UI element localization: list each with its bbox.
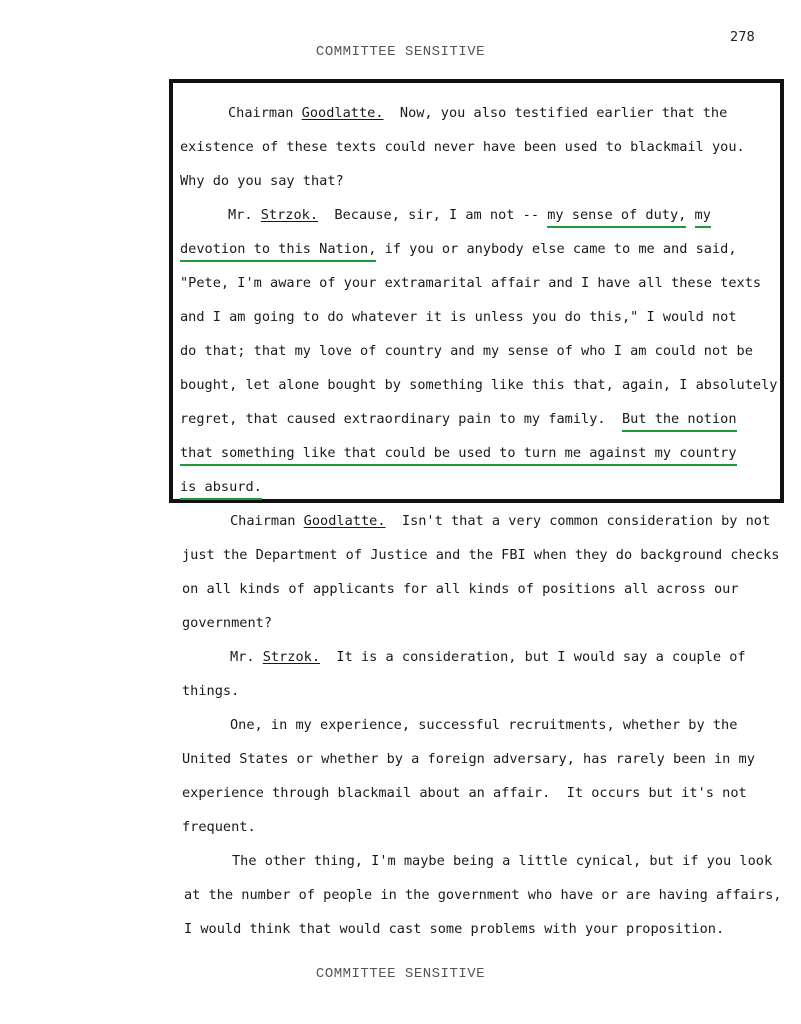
green-underlined-text: my sense of duty, (547, 207, 686, 228)
green-underlined-text: But the notion (622, 411, 737, 432)
speaker-name: Goodlatte. (303, 513, 386, 529)
text-run: Because, sir, I am not -- (318, 207, 548, 223)
boxed-line-10 (180, 410, 737, 428)
green-underlined-text: my (695, 207, 711, 228)
body-line-3: on all kinds of applicants for all kinds of positions all across our (182, 581, 739, 597)
body-line-1 (230, 512, 770, 530)
body-line-2: just the Department of Justice and the FBI when they do background checks (182, 547, 780, 563)
body-line-7: One, in my experience, successful recruitments, whether by the (230, 717, 738, 733)
boxed-line-9: bought, let alone bought by something like this that, again, I absolutely (180, 377, 778, 393)
text-run (686, 207, 694, 223)
speaker-prefix: Chairman (228, 105, 302, 121)
boxed-line-12 (180, 478, 262, 496)
text-run: Isn't that a very common consideration by not (385, 513, 771, 529)
green-underlined-text: devotion to this Nation, (180, 241, 376, 262)
speaker-prefix: Mr. (230, 649, 263, 665)
body-line-10: frequent. (182, 819, 256, 835)
body-line-4: government? (182, 615, 273, 631)
boxed-line-1 (228, 104, 727, 122)
boxed-line-7: and I am going to do whatever it is unless you do this," I would not (180, 309, 737, 325)
body-line-8: United States or whether by a foreign adversary, has rarely been in my (182, 751, 755, 767)
speaker-prefix: Chairman (230, 513, 304, 529)
boxed-line-4 (228, 206, 711, 224)
text-run: if you or anybody else came to me and said, (376, 241, 737, 257)
body-line-13: I would think that would cast some problems with your proposition. (184, 921, 725, 937)
text-run: It is a consideration, but I would say a couple of (320, 649, 746, 665)
speaker-name: Goodlatte. (301, 105, 384, 121)
green-underlined-text: is absurd. (180, 479, 262, 500)
running-head-bottom: COMMITTEE SENSITIVE (315, 966, 486, 982)
text-run: Now, you also testified earlier that the (383, 105, 728, 121)
body-line-5 (230, 648, 746, 666)
speaker-prefix: Mr. (228, 207, 261, 223)
speaker-name: Strzok. (262, 649, 321, 665)
page-number: 278 (730, 30, 755, 45)
body-line-12: at the number of people in the government who have or are having affairs, (184, 887, 782, 903)
boxed-line-3: Why do you say that? (180, 173, 344, 189)
boxed-line-11 (180, 444, 737, 462)
boxed-line-5 (180, 240, 737, 258)
body-line-11: The other thing, I'm maybe being a little cynical, but if you look (232, 853, 773, 869)
speaker-name: Strzok. (260, 207, 319, 223)
boxed-line-8: do that; that my love of country and my sense of who I am could not be (180, 343, 753, 359)
green-underlined-text: that something like that could be used to turn me against my country (180, 445, 737, 466)
body-line-6: things. (182, 683, 240, 699)
running-head-top: COMMITTEE SENSITIVE (315, 44, 486, 60)
text-run: regret, that caused extraordinary pain to my family. (180, 411, 622, 427)
boxed-line-2: existence of these texts could never have been used to blackmail you. (180, 139, 745, 155)
boxed-line-6: "Pete, I'm aware of your extramarital affair and I have all these texts (180, 275, 762, 291)
body-line-9: experience through blackmail about an affair. It occurs but it's not (182, 785, 747, 801)
